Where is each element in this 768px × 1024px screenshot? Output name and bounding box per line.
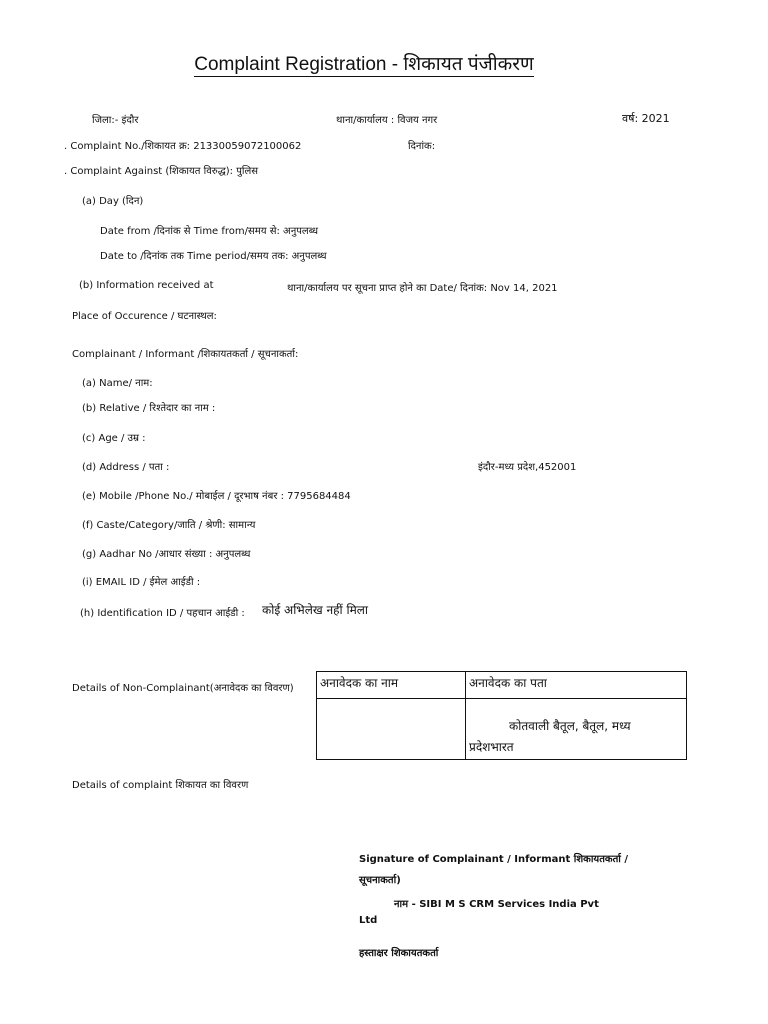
date-label: दिनांक: bbox=[408, 141, 436, 152]
field-identification: (h) Identification ID / पहचान आईडी : bbox=[80, 608, 245, 619]
year: वर्ष: 2021 bbox=[622, 112, 670, 125]
col-address-header: अनावेदक का पता bbox=[466, 672, 687, 699]
police-station: थाना/कार्यालय : विजय नगर bbox=[336, 115, 438, 126]
address-line-1: कोतवाली बैतूल, बैतूल, मध्य bbox=[509, 719, 631, 733]
complainant-heading: Complainant / Informant /शिकायतकर्ता / सूचनाकर्ता: bbox=[72, 349, 299, 360]
date-from: Date from /दिनांक से Time from/समय से: अनुपलब्ध bbox=[100, 226, 318, 237]
non-complainant-label: Details of Non-Complainant(अनावेदक का विवरण) bbox=[72, 683, 294, 694]
field-relative: (b) Relative / रिश्तेदार का नाम : bbox=[82, 403, 216, 414]
non-complainant-name-cell bbox=[317, 699, 466, 760]
complaint-details-label: Details of complaint शिकायत का विवरण bbox=[72, 780, 249, 791]
complaint-against: . Complaint Against (शिकायत विरुद्ध): पुलिस bbox=[64, 166, 259, 177]
field-aadhar: (g) Aadhar No /आधार संख्या : अनुपलब्ध bbox=[82, 549, 251, 560]
complaint-number: . Complaint No./शिकायत क्र: 21330059072100062 bbox=[64, 141, 302, 152]
district: जिला:- इंदौर bbox=[92, 115, 139, 126]
field-mobile: (e) Mobile /Phone No./ मोबाईल / दूरभाष नंबर : 7795684484 bbox=[82, 491, 351, 502]
field-age: (c) Age / उम्र : bbox=[82, 433, 146, 444]
signature-label: हस्ताक्षर शिकायतकर्ता bbox=[359, 948, 439, 959]
field-email: (i) EMAIL ID / ईमेल आईडी : bbox=[82, 577, 201, 588]
field-address-value: इंदौर-मध्य प्रदेश,452001 bbox=[478, 462, 577, 473]
address-line-2: प्रदेशभारत bbox=[469, 740, 514, 754]
field-address: (d) Address / पता : bbox=[82, 462, 170, 473]
non-complainant-address-cell bbox=[466, 699, 687, 760]
signature-line-2: सूचनाकर्ता) bbox=[359, 875, 401, 886]
page-title: Complaint Registration - शिकायत पंजीकरण bbox=[194, 54, 534, 75]
field-caste: (f) Caste/Category/जाति / श्रेणी: सामान्य bbox=[82, 520, 256, 531]
field-identification-value: कोई अभिलेख नहीं मिला bbox=[262, 603, 368, 617]
place-of-occurrence: Place of Occurence / घटनास्थल: bbox=[72, 311, 217, 322]
info-received-value: थाना/कार्यालय पर सूचना प्राप्त होने का Date/ दिनांक: Nov 14, 2021 bbox=[287, 283, 558, 294]
complainant-name: नाम - SIBI M S CRM Services India Pvt bbox=[394, 899, 599, 910]
day-label: (a) Day (दिन) bbox=[82, 196, 144, 207]
date-to: Date to /दिनांक तक Time period/समय तक: अनुपलब्ध bbox=[100, 251, 327, 262]
non-complainant-table bbox=[316, 671, 687, 760]
col-name-header: अनावेदक का नाम bbox=[317, 672, 466, 699]
complainant-name-cont: Ltd bbox=[359, 915, 378, 926]
field-name: (a) Name/ नाम: bbox=[82, 378, 153, 389]
info-received-label: (b) Information received at bbox=[79, 280, 214, 291]
signature-line-1: Signature of Complainant / Informant शिकायतकर्ता / bbox=[359, 854, 629, 865]
